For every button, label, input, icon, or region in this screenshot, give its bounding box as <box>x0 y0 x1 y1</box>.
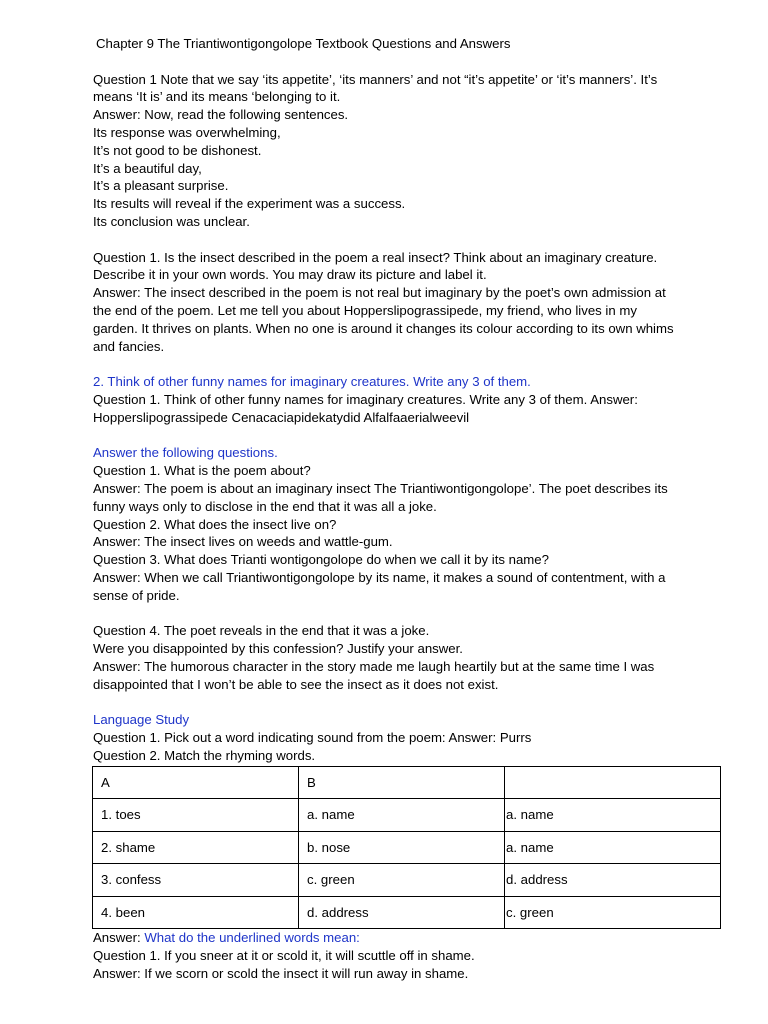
text-line: Answer: The humorous character in the story made me laugh heartily but at the same time I was <box>93 658 655 674</box>
language-study-section <box>93 711 725 764</box>
text-line: Question 1 Note that we say ‘its appetite’, ‘its manners’ and not “it’s appetite’ or ‘it’s manners’. It’s <box>93 71 658 87</box>
text-line: garden. It thrives on plants. When no one is around it changes its colour according to its own whims <box>93 320 674 336</box>
table-row <box>93 864 721 897</box>
table-header-cell: A <box>93 766 299 799</box>
section-heading: Language Study <box>93 712 190 728</box>
text-line: Question 1. Is the insect described in the poem a real insect? Think about an imaginary creature. <box>93 249 658 265</box>
text-line: Question 1. Pick out a word indicating sound from the poem: Answer: Purrs <box>93 730 532 746</box>
section-heading: Answer the following questions. <box>93 445 278 461</box>
text-line: Hopperslipograssipede Cenacaciapidekatydid Alfalfaaerialweevil <box>93 409 470 425</box>
text-line: It’s not good to be dishonest. <box>93 142 262 158</box>
table-row <box>93 799 721 832</box>
table-cell: 1. toes <box>93 799 299 832</box>
text-line: Were you disappointed by this confession? Justify your answer. <box>93 641 463 657</box>
insect-question-section <box>93 249 725 356</box>
text-line: sense of pride. <box>93 587 180 603</box>
text-line: Answer: The insect described in the poem is not real but imaginary by the poet’s own admission at <box>93 285 666 301</box>
table-cell: 3. confess <box>93 864 299 897</box>
table-cell: 2. shame <box>93 831 299 864</box>
table-cell: a. name <box>299 799 505 832</box>
table-header-cell <box>505 766 721 799</box>
text-line: and fancies. <box>93 338 165 354</box>
rhyming-words-table <box>92 766 721 930</box>
text-line: It’s a pleasant surprise. <box>93 178 229 194</box>
text-line: Question 1. Think of other funny names for imaginary creatures. Write any 3 of them. Answer: <box>93 391 638 407</box>
section-heading: 2. Think of other funny names for imaginary creatures. Write any 3 of them. <box>93 374 531 390</box>
text-line: Question 1. What is the poem about? <box>93 463 311 479</box>
text-line: Answer: Now, read the following sentences. <box>93 107 349 123</box>
text-line: It’s a beautiful day, <box>93 160 202 176</box>
table-cell: d. address <box>299 896 505 929</box>
text-line: Describe it in your own words. You may draw its picture and label it. <box>93 267 487 283</box>
table-cell: 4. been <box>93 896 299 929</box>
text-line: Its response was overwhelming, <box>93 124 281 140</box>
text-line: Answer: The insect lives on weeds and wattle-gum. <box>93 534 393 550</box>
table-cell: a. name <box>505 799 721 832</box>
document-page <box>93 35 725 983</box>
text-line: Question 4. The poet reveals in the end that it was a joke. <box>93 623 430 639</box>
table-cell: b. nose <box>299 831 505 864</box>
table-cell: a. name <box>505 831 721 864</box>
text-line: Question 3. What does Trianti wontigongolope do when we call it by its name? <box>93 552 549 568</box>
text-line <box>93 929 725 947</box>
text-line: funny ways only to disclose in the end that it was all a joke. <box>93 498 437 514</box>
text-line: Answer: When we call Triantiwontigongolope by its name, it makes a sound of contentment, with a <box>93 569 666 585</box>
text-line: Answer: If we scorn or scold the insect it will run away in shame. <box>93 965 469 981</box>
underlined-words-section <box>93 929 725 982</box>
section-heading: What do the underlined words mean: <box>144 930 360 946</box>
text-line: the end of the poem. Let me tell you about Hopperslipograssipede, my friend, who lives in my <box>93 302 637 318</box>
table-cell: d. address <box>505 864 721 897</box>
table-row <box>93 831 721 864</box>
answer-prefix: Answer: <box>93 930 141 946</box>
answer-questions-section <box>93 444 725 604</box>
joke-question-section <box>93 622 725 693</box>
table-cell: c. green <box>505 896 721 929</box>
funny-names-section <box>93 373 725 426</box>
intro-section <box>93 71 725 231</box>
text-line: Answer: The poem is about an imaginary insect The Triantiwontigongolope’. The poet describes its <box>93 480 668 496</box>
table-header-row <box>93 766 721 799</box>
text-line: means ‘It is’ and its means ‘belonging to it. <box>93 89 341 105</box>
text-line: Its conclusion was unclear. <box>93 213 250 229</box>
text-line: Question 1. If you sneer at it or scold it, it will scuttle off in shame. <box>93 947 475 963</box>
text-line: disappointed that I won’t be able to see the insect as it does not exist. <box>93 676 499 692</box>
text-line: Its results will reveal if the experiment was a success. <box>93 196 406 212</box>
table-row <box>93 896 721 929</box>
text-line: Question 2. What does the insect live on? <box>93 516 337 532</box>
table-header-cell: B <box>299 766 505 799</box>
table-cell: c. green <box>299 864 505 897</box>
text-line: Question 2. Match the rhyming words. <box>93 747 316 763</box>
page-title: Chapter 9 The Triantiwontigongolope Textbook Questions and Answers <box>96 36 511 51</box>
